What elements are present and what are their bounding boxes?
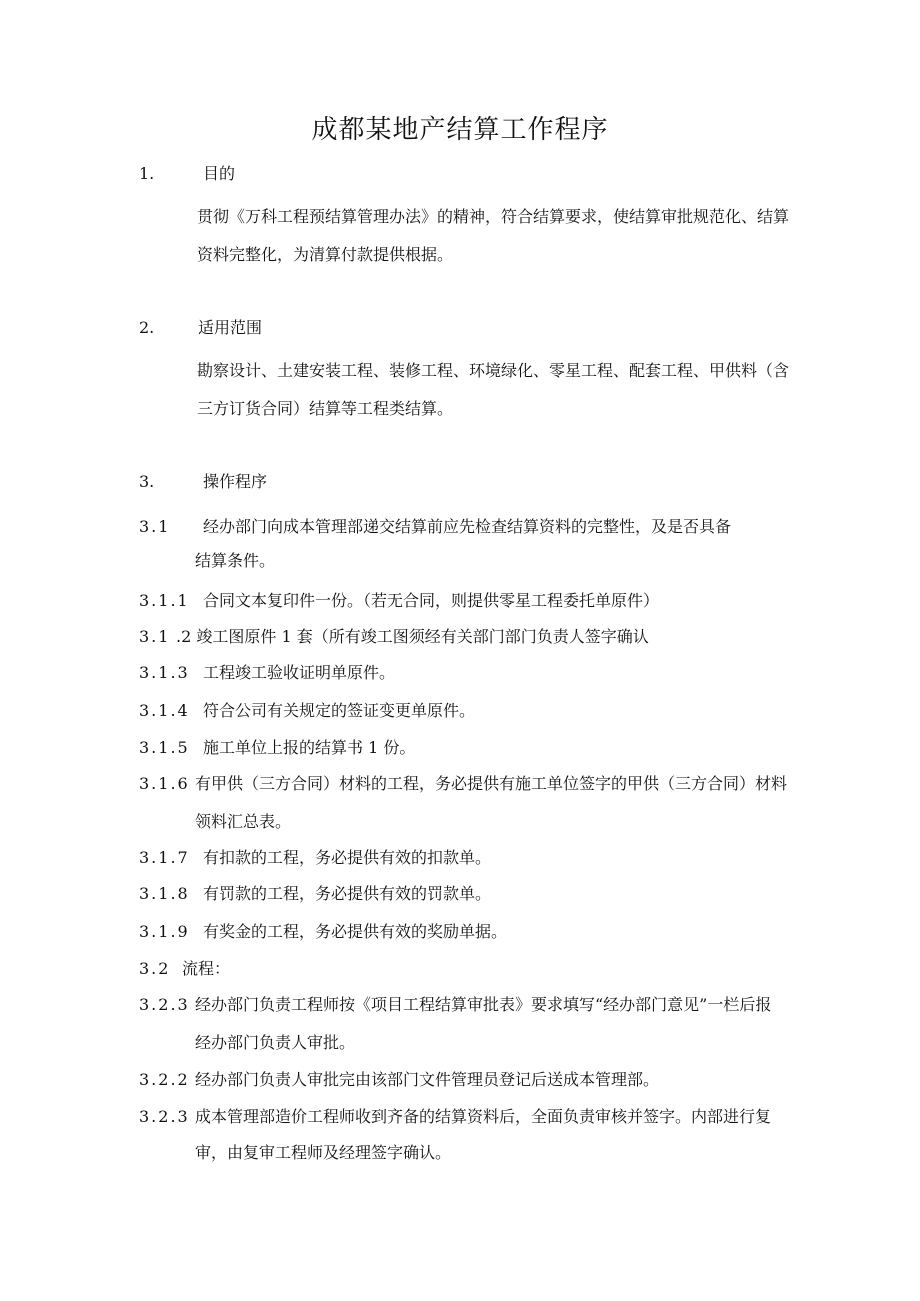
item-3-1-2-text: .2 竣工图原件 1 套（所有竣工图须经有关部门部门负责人签字确认 (176, 627, 649, 646)
item-3-1-5-number: 3.1.5 (139, 738, 190, 757)
item-3-1-2-number: 3.1 (139, 627, 171, 646)
item-3-1-8-number: 3.1.8 (139, 884, 190, 903)
item-3-1-5-text: 施工单位上报的结算书 1 份。 (203, 738, 416, 757)
item-3-2-3b-text: 成本管理部造价工程师收到齐备的结算资料后，全面负责审核并签字。内部进行复 (195, 1107, 772, 1126)
section-1-heading: 目的 (203, 164, 236, 183)
section-1-number: 1. (139, 164, 155, 183)
item-3-2-2-text: 经办部门负责人审批完由该部门文件管理员登记后送成本管理部。 (195, 1070, 660, 1089)
item-3-2-3b-continuation: 审，由复审工程师及经理签字确认。 (195, 1143, 452, 1162)
section-3-number: 3. (139, 472, 155, 491)
item-3-1-1-number: 3.1.1 (139, 591, 190, 610)
item-3-1-8-text: 有罚款的工程，务必提供有效的罚款单。 (203, 884, 492, 903)
item-3-2-3b-number: 3.2.3 (139, 1107, 190, 1126)
item-3-1-9-number: 3.1.9 (139, 922, 190, 941)
item-3-1-7-text: 有扣款的工程，务必提供有效的扣款单。 (203, 848, 492, 867)
item-3-2-3a-continuation: 经办部门负责人审批。 (195, 1033, 356, 1052)
page-title: 成都某地产结算工作程序 (311, 115, 609, 145)
item-3-1-3-text: 工程竣工验收证明单原件。 (203, 663, 396, 682)
section-1-paragraph-line-2: 资料完整化，为清算付款提供根据。 (197, 245, 454, 264)
item-3-1-4-text: 符合公司有关规定的签证变更单原件。 (203, 701, 476, 720)
item-3-1-6-number: 3.1.6 (139, 774, 190, 793)
section-2-paragraph-line-1: 勘察设计、土建安装工程、装修工程、环境绿化、零星工程、配套工程、甲供料（含 (197, 361, 790, 380)
item-3-1-number: 3.1 (139, 517, 171, 536)
item-3-1-6-continuation: 领料汇总表。 (195, 812, 292, 831)
item-3-2-text: 流程： (182, 959, 231, 978)
item-3-1-4-number: 3.1.4 (139, 701, 190, 720)
item-3-1-continuation: 结算条件。 (195, 551, 276, 570)
item-3-2-2-number: 3.2.2 (139, 1070, 190, 1089)
section-2-paragraph-line-2: 三方订货合同）结算等工程类结算。 (197, 399, 454, 418)
section-2-number: 2. (139, 318, 155, 337)
item-3-1-7-number: 3.1.7 (139, 848, 190, 867)
section-3-heading: 操作程序 (203, 472, 268, 491)
item-3-2-3a-number: 3.2.3 (139, 995, 190, 1014)
item-3-1-1-text: 合同文本复印件一份。（若无合同，则提供零星工程委托单原件） (203, 591, 660, 610)
section-2-heading: 适用范围 (198, 318, 263, 337)
section-1-paragraph-line-1: 贯彻《万科工程预结算管理办法》的精神，符合结算要求，使结算审批规范化、结算 (197, 207, 790, 226)
item-3-2-3a-text: 经办部门负责工程师按《项目工程结算审批表》要求填写“经办部门意见”一栏后报 (195, 995, 772, 1014)
item-3-1-6-text: 有甲供（三方合同）材料的工程，务必提供有施工单位签字的甲供（三方合同）材料 (195, 774, 788, 793)
item-3-1-text: 经办部门向成本管理部递交结算前应先检查结算资料的完整性，及是否具备 (203, 517, 732, 536)
item-3-1-9-text: 有奖金的工程，务必提供有效的奖励单据。 (203, 922, 508, 941)
item-3-1-3-number: 3.1.3 (139, 663, 190, 682)
item-3-2-number: 3.2 (139, 959, 171, 978)
